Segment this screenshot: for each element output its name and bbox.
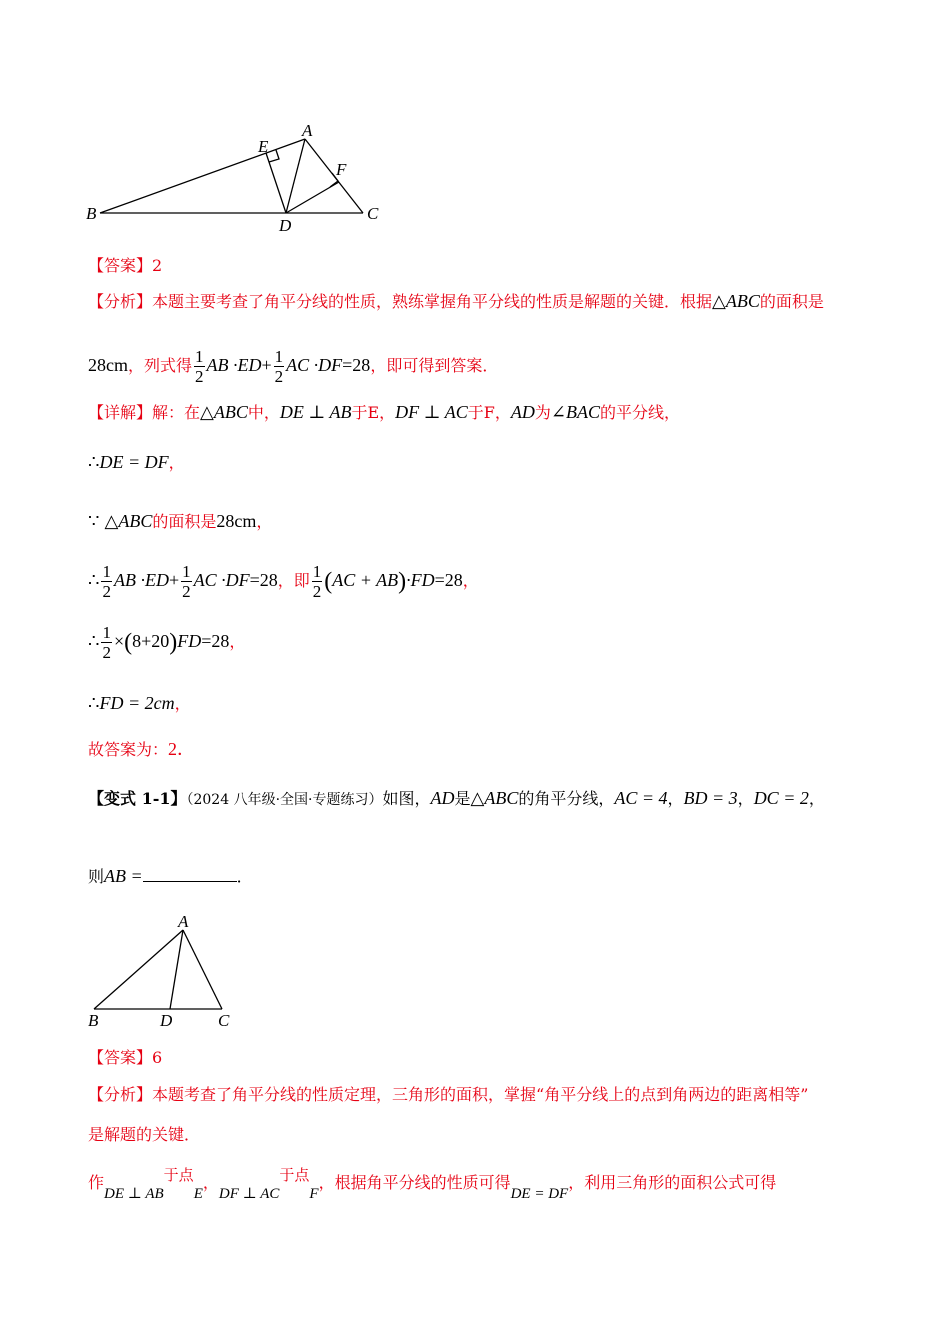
detail-text-e: 为 (534, 403, 551, 422)
bd-equals: BD = 3 (683, 788, 738, 808)
step1-equation: DE = DF (99, 452, 169, 472)
final-text: 故答案为： (88, 740, 169, 759)
answer-value: 2 (152, 256, 163, 275)
label-c: C (218, 1011, 230, 1030)
label-a: A (302, 121, 313, 140)
variant-intro: 如图， (382, 789, 431, 808)
variant-comma-1: ， (667, 789, 684, 808)
detail-text-b: 中， (247, 403, 280, 422)
variant-bisector: 的角平分线， (518, 789, 615, 808)
detail-line-1 (88, 402, 680, 423)
fraction-half-2: $\frac{1}{2}$ (274, 347, 284, 386)
property-text: ，根据角平分线的性质可得 (318, 1173, 511, 1192)
label-d: D (279, 216, 292, 235)
variant-comma-2: ， (737, 789, 754, 808)
step3-ji: ，即 (277, 571, 310, 590)
analysis-line-2 (88, 343, 498, 388)
eq-tail: ，即可得到答案． (370, 356, 499, 375)
dc-equals: DC = 2 (753, 788, 809, 808)
step2-tail: ， (256, 512, 273, 531)
analysis-end: 的面积是 (759, 292, 824, 311)
final-value: 2． (168, 739, 196, 759)
eq-ab-ed: AB ·ED (113, 570, 169, 590)
analysis2-line-3 (88, 1160, 776, 1209)
fraction-half-3: $\frac{1}{2}$ (312, 562, 322, 601)
final-answer-line (88, 739, 195, 760)
fraction-half: $\frac{1}{2}$ (102, 562, 111, 601)
step1-tail: ， (168, 453, 185, 472)
analysis-tag: 【分析】 (88, 1085, 153, 1104)
df-perp-ac: DF ⊥ AC (395, 402, 468, 422)
triangle-abc: △ABC (712, 291, 760, 311)
segment-ad: AD (430, 788, 455, 808)
variant-problem-line-1 (88, 788, 825, 810)
analysis2-line-2 (88, 1125, 200, 1145)
variant-then: 则 (88, 867, 105, 886)
figure-triangle-abc-bisector (82, 912, 242, 1032)
segment-fd: FD (177, 631, 202, 651)
eq-rhs-2: =28 (434, 570, 463, 590)
segment-ad: AD (510, 402, 535, 422)
eq-rhs: =28 (342, 355, 371, 375)
eq-rhs: =28 (201, 631, 230, 651)
sum-ac-ab: AC + AB (332, 570, 399, 590)
triangle-abc: △ABC (200, 402, 248, 422)
answer-tag: 【答案】 (88, 256, 153, 275)
step-1 (88, 452, 185, 473)
therefore-symbol: ∴ (88, 631, 100, 651)
figure-triangle-abc-with-perpendiculars (80, 115, 400, 240)
times-sign: × (113, 631, 125, 651)
label-b: B (86, 204, 97, 223)
analysis-line-1 (88, 291, 824, 312)
de-equals-df: DE = DF (510, 1186, 569, 1202)
unit-cm: cm (153, 693, 175, 713)
answer-line-2 (88, 1048, 162, 1068)
analysis2-text-2: 是解题的关键． (88, 1125, 201, 1144)
right-paren: ) (398, 568, 407, 595)
left-paren: ( (324, 568, 333, 595)
answer-line-1 (88, 256, 162, 276)
because-symbol: ∵ (88, 511, 100, 531)
triangle-abc: △ABC (470, 788, 519, 808)
answer-blank[interactable] (143, 865, 237, 882)
label-a: A (178, 912, 189, 931)
de-perp-ab: DE ⊥ AB (104, 1186, 164, 1202)
times-fd: ·FD (406, 570, 435, 590)
therefore-symbol: ∴ (88, 570, 100, 590)
area-value: 28cm (88, 355, 128, 375)
detail-text-a: 解：在 (152, 403, 201, 422)
step2-text: 的面积是 (152, 512, 217, 531)
de-perp-ab: DE ⊥ AB (279, 402, 352, 422)
detail-text-f: 的平分线， (599, 403, 680, 422)
variant-comma-3: ， (808, 789, 825, 808)
label-b: B (88, 1011, 99, 1030)
detail-text-c: 于E， (351, 403, 396, 422)
left-paren: ( (124, 629, 133, 656)
step-2 (88, 511, 272, 532)
variant-problem-line-2 (88, 865, 253, 887)
area-value: 28cm (216, 511, 257, 531)
label-d: D (160, 1011, 173, 1030)
analysis2-tail: ，利用三角形的面积公式可得 (568, 1173, 777, 1192)
at-point-2: 于点 (279, 1166, 310, 1184)
make-text: 作 (88, 1173, 105, 1192)
eq-ac-df: AC ·DF (286, 355, 343, 375)
step4-tail: ， (229, 632, 246, 651)
variant-is: 是 (454, 789, 471, 808)
analysis2-line-1 (88, 1085, 808, 1105)
step3-tail: ， (462, 571, 479, 590)
analysis2-text-1: 本题考查了角平分线的性质定理，三角形的面积，掌握“角平分线上的点到角两边的距离相等” (152, 1085, 809, 1104)
analysis-text: 本题主要考查了角平分线的性质，熟练掌握角平分线的性质是解题的关键．根据 (152, 292, 713, 311)
fraction-half: $\frac{1}{2}$ (195, 347, 204, 386)
step-5 (88, 693, 191, 714)
variant-period: ． (236, 867, 253, 886)
right-paren: ) (169, 629, 178, 656)
step-4 (88, 619, 245, 665)
plus-sign: + (261, 355, 272, 375)
angle-bac: ∠BAC (550, 402, 600, 422)
therefore-symbol: ∴ (88, 693, 100, 713)
eq-ac-df: AC ·DF (193, 570, 250, 590)
point-e: E (193, 1186, 203, 1202)
therefore-symbol: ∴ (88, 452, 100, 472)
point-f: F (309, 1186, 319, 1202)
fraction-half-2: $\frac{1}{2}$ (182, 562, 191, 601)
step5-tail: ， (174, 694, 191, 713)
answer-value: 6 (152, 1048, 163, 1067)
analysis-tag: 【分析】 (88, 292, 153, 311)
plus-sign: + (168, 570, 180, 590)
eq-ab-ed: AB ·ED (206, 355, 262, 375)
eq-rhs: =28 (249, 570, 278, 590)
detail-tag: 【详解】 (88, 403, 153, 422)
triangle-abc: △ABC (104, 511, 153, 531)
list-text: ，列式得 (128, 356, 193, 375)
answer-tag: 【答案】 (88, 1048, 153, 1067)
fraction-half: $\frac{1}{2}$ (102, 623, 111, 662)
variant-tag: 【变式 1-1】 (88, 789, 187, 808)
fd-equals-2: FD = 2 (99, 693, 154, 713)
variant-source: （2024 八年级·全国·专题练习） (186, 792, 383, 808)
ab-equals: AB = (104, 866, 143, 886)
label-c: C (367, 204, 379, 223)
at-point-1: 于点 (163, 1166, 194, 1184)
detail-text-d: 于F， (467, 403, 511, 422)
step-3 (88, 558, 479, 604)
df-perp-ac: DF ⊥ AC (218, 1186, 280, 1202)
comma-1: ， (202, 1173, 219, 1192)
sum-8-20: 8+20 (132, 631, 170, 651)
label-e: E (258, 137, 269, 156)
ac-equals: AC = 4 (614, 788, 668, 808)
label-f: F (336, 160, 347, 179)
